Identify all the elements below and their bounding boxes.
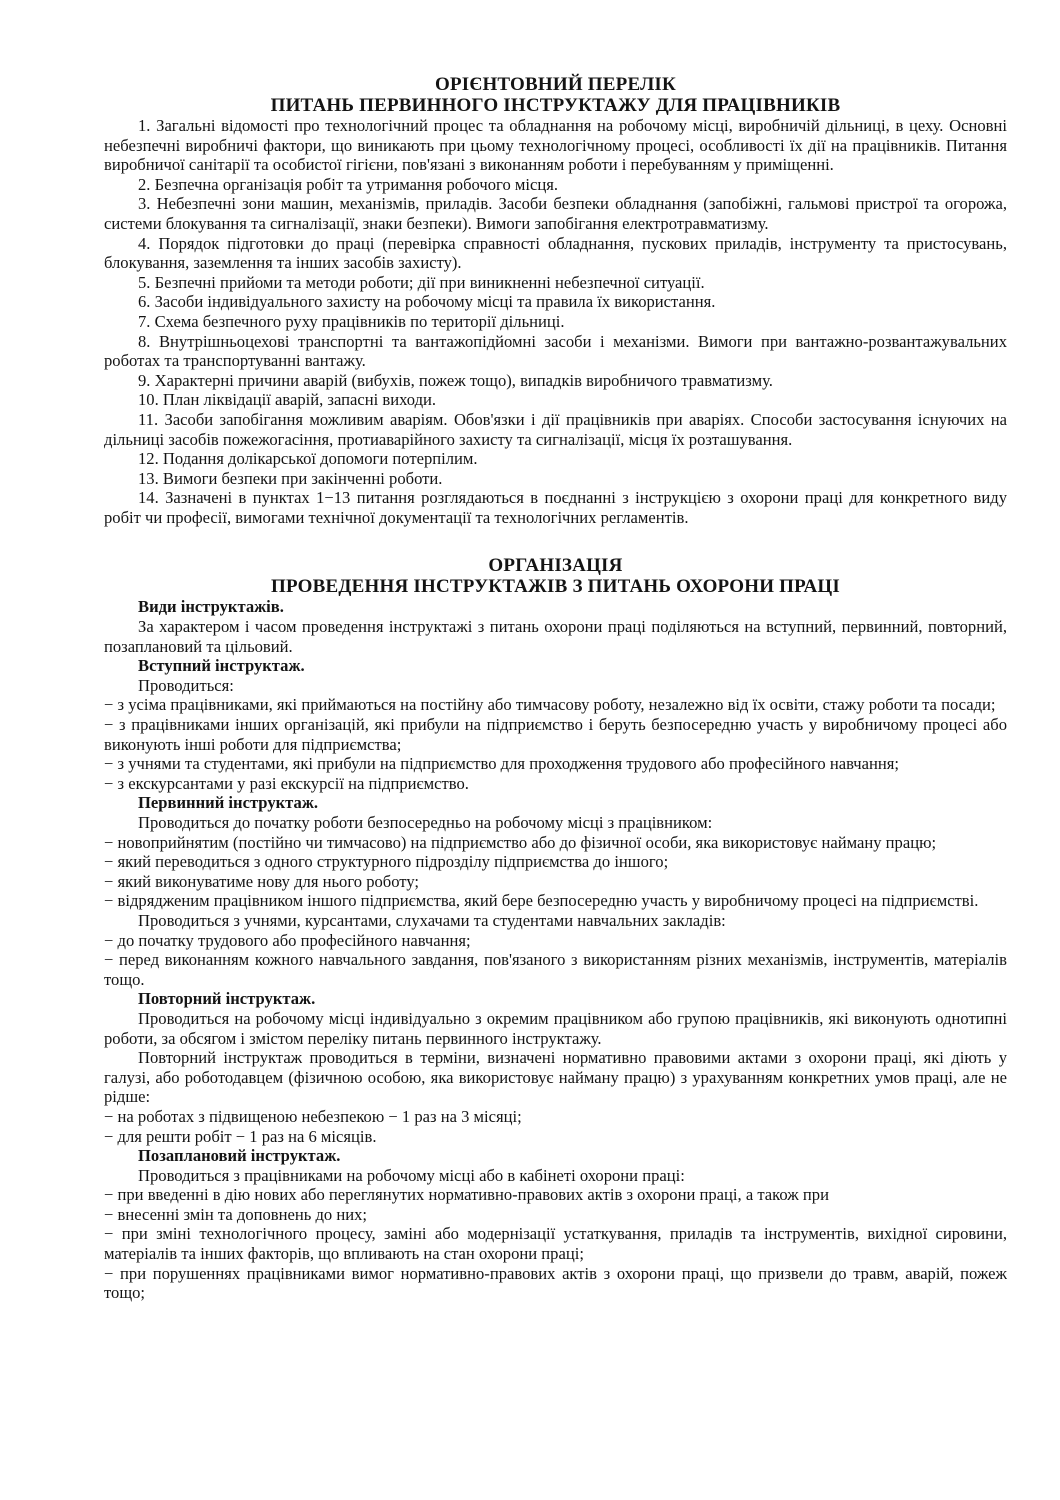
dash-item: − новоприйнятим (постійно чи тимчасово) на підприємство або до фізичної особи, яка використовує найману працю; (104, 832, 937, 852)
dash-item: − для решти робіт − 1 раз на 6 місяців. (104, 1126, 377, 1146)
paragraph: Проводиться до початку роботи безпосередньо на робочому місці з працівником: (138, 813, 713, 832)
dash-item: − з усіма працівниками, які приймаються на постійну або тимчасову роботу, незалежно від їх освіти, стажу роботи та посади; (104, 695, 996, 715)
subheading-introductory: Вступний інструктаж. (138, 656, 305, 676)
paragraph: За характером і часом проведення інструктажі з питань охорони праці поділяються на вступний, первинний, повторний, позаплановий та цільовий. (104, 617, 1007, 656)
dash-item: − з працівниками інших організацій, які прибули на підприємство і беруть безпосередню участь у виробничому процесі або виконують інші роботи для підприємства; (104, 715, 1007, 754)
section-title-line1: ОРГАНІЗАЦІЯ (488, 555, 623, 577)
dash-item: − який переводиться з одного структурного підрозділу підприємства до іншого; (104, 852, 669, 872)
list-item: 12. Подання долікарської допомоги потерпілим. (138, 449, 478, 469)
dash-item: − внесенні змін та доповнень до них; (104, 1204, 368, 1224)
dash-item: − який виконуватиме нову для нього роботу; (104, 871, 420, 891)
section-primary-briefing-list (104, 74, 1007, 527)
subheading-repeated: Повторний інструктаж. (138, 989, 316, 1009)
list-item: 8. Внутрішньоцехові транспортні та вантажопідйомні засоби і механізми. Вимоги при вантажно-розвантажувальних роботах та транспортуванні вантажу. (104, 331, 1007, 371)
subheading-primary: Первинний інструктаж. (138, 793, 319, 813)
list-item: 6. Засоби індивідуального захисту на робочому місці та правила їх використання. (138, 292, 716, 312)
section-title-line2: ПРОВЕДЕННЯ ІНСТРУКТАЖІВ З ПИТАНЬ ОХОРОНИ ПРАЦІ (271, 576, 840, 598)
section-title-line2: ПИТАНЬ ПЕРВИННОГО ІНСТРУКТАЖУ ДЛЯ ПРАЦІВНИКІВ (270, 95, 841, 116)
list-item: 10. План ліквідації аварій, запасні виходи. (138, 390, 437, 410)
list-item: 2. Безпечна організація робіт та утримання робочого місця. (138, 174, 559, 194)
document-page (104, 74, 1007, 1303)
list-item: 4. Порядок підготовки до праці (перевірка справності обладнання, пускових приладів, інструменту та пристосувань, блокування, заземлення та інших засобів захисту). (104, 233, 1007, 273)
list-item: 14. Зазначені в пунктах 1−13 питання розглядаються в поєднанні з інструкцією з охорони праці для конкретного виду робіт чи професії, вимогами технічної документації та технологічних регламентів. (104, 488, 1007, 527)
section-briefing-organization (104, 555, 1007, 1302)
list-item: 5. Безпечні прийоми та методи роботи; дії при виникненні небезпечної ситуації. (138, 272, 705, 292)
dash-item: − перед виконанням кожного навчального завдання, пов'язаного з використанням різних механізмів, інструментів, матеріалів тощо. (104, 950, 1007, 989)
dash-item: − на роботах з підвищеною небезпекою − 1 раз на 3 місяці; (104, 1106, 522, 1126)
dash-item: − при введенні в дію нових або переглянутих нормативно-правових актів з охорони праці, а також при (104, 1185, 829, 1205)
section-title-line1: ОРІЄНТОВНИЙ ПЕРЕЛІК (434, 74, 676, 95)
list-item: 11. Засоби запобігання можливим аваріям. Обов'язки і дії працівників при аваріях. Способи застосування існуючих на дільниці засобів пожежогасіння, протиаварійного захисту та сигналізації, місця їх розташування. (104, 409, 1007, 449)
subheading-unplanned: Позаплановий інструктаж. (138, 1146, 341, 1166)
paragraph: Проводиться на робочому місці індивідуально з окремим працівником або групою працівників, які виконують однотипні роботи, за обсягом і змістом переліку питань первинного інструктажу. (104, 1008, 1007, 1048)
paragraph: Проводиться з працівниками на робочому місці або в кабінеті охорони праці: (138, 1165, 685, 1185)
dash-item: − відрядженим працівником іншого підприємства, який бере безпосередню участь у виробничому процесі на підприємстві. (104, 891, 979, 911)
list-item: 7. Схема безпечного руху працівників по території дільниці. (138, 311, 565, 331)
dash-item: − з екскурсантами у разі екскурсії на підприємство. (104, 773, 469, 793)
paragraph: Проводиться: (138, 675, 234, 695)
list-item: 1. Загальні відомості про технологічний процес та обладнання на робочому місці, виробничій дільниці, в цеху. Основні небезпечні виробничі фактори, що виникають при цьому технологічному процесі, особливості їх дії на працівників. Питання виробничої санітарії та особистої гігієни, пов'язані з виконанням роботи і перебуванням у приміщенні. (104, 116, 1007, 175)
paragraph: Проводиться з учнями, курсантами, слухачами та студентами навчальних закладів: (138, 910, 726, 930)
list-item: 9. Характерні причини аварій (вибухів, пожеж тощо), випадків виробничого травматизму. (138, 370, 773, 390)
paragraph: Повторний інструктаж проводиться в терміни, визначені нормативно правовими актами з охорони праці, які діють у галузі, або роботодавцем (фізичною особою, яка використовує найману працю) з урахуванням конкретних умов праці, але не рідше: (104, 1048, 1007, 1107)
dash-item: − до початку трудового або професійного навчання; (104, 930, 471, 950)
list-item: 13. Вимоги безпеки при закінченні роботи. (138, 468, 443, 488)
dash-item: − з учнями та студентами, які прибули на підприємство для проходження трудового або професійного навчання; (104, 754, 899, 774)
dash-item: − при порушеннях працівниками вимог нормативно-правових актів з охорони праці, що призвели до травм, аварій, пожеж тощо; (104, 1263, 1007, 1303)
dash-item: − при зміні технологічного процесу, заміні або модернізації устаткування, приладів та інструментів, вихідної сировини, матеріалів та інших факторів, що впливають на стан охорони праці; (104, 1224, 1007, 1264)
subheading-kinds: Види інструктажів. (138, 597, 284, 617)
list-item: 3. Небезпечні зони машин, механізмів, приладів. Засоби безпеки обладнання (запобіжні, гальмові пристрої та огорожа, системи блокування та сигналізації, знаки безпеки). Вимоги запобігання електротравматизму. (104, 194, 1007, 233)
